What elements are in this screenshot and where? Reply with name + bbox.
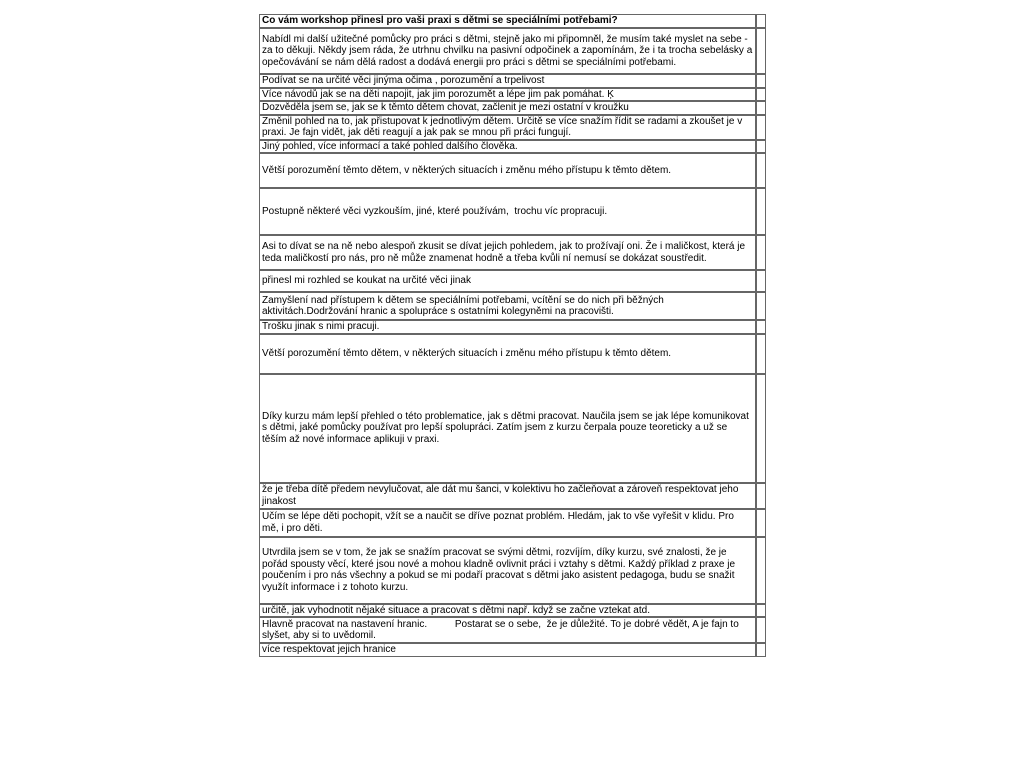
survey-responses-table [259, 14, 766, 657]
table-row-response: přinesl mi rozhled se koukat na určité věci jinak [259, 270, 756, 292]
side-cell [756, 153, 766, 188]
table-row-response: Učím se lépe děti pochopit, vžít se a naučit se dříve poznat problém. Hledám, jak to vše vyřešit v klidu. Pro mě, i pro děti. [259, 509, 756, 537]
side-cell [756, 115, 766, 140]
table-row-response: Trošku jinak s nimi pracuji. [259, 320, 756, 334]
table-row-response: Utvrdila jsem se v tom, že jak se snažím pracovat se svými dětmi, rozvíjím, díky kurzu, své znalosti, že je pořád spousty věcí, které jsou nové a mohou kladně ovlivnit práci i vztahy s dětmi. Každý příklad z praxe je poučením i pro nás všechny a pokud se mi podaří pracovat s dětmi jako asistent pedagoga, budu se snažit využít informace i z tohoto kurzu. [259, 537, 756, 604]
side-cell [756, 537, 766, 604]
table-row-response: Větší porozumění těmto dětem, v některých situacích i změnu mého přístupu k těmto dětem. [259, 334, 756, 374]
side-cell [756, 88, 766, 102]
table-row-response: Nabídl mi další užitečné pomůcky pro práci s dětmi, stejně jako mi připomněl, že musím také myslet na sebe - za to děkuji. Někdy jsem ráda, že utrhnu chvilku na pasivní odpočinek a zapomínám, že i ta trocha sebelásky a opečovávání se nám dělá radost a dodává energii pro práci s dětmi se speciálními potřebami. [259, 28, 756, 74]
side-cell [756, 292, 766, 320]
side-cell [756, 74, 766, 88]
side-cell [756, 374, 766, 483]
table-row-response: Dozvěděla jsem se, jak se k těmto dětem chovat, začlenit je mezi ostatní v kroužku [259, 101, 756, 115]
side-cell [756, 483, 766, 509]
side-cell [756, 320, 766, 334]
table-row-response: Hlavně pracovat na nastavení hranic. Postarat se o sebe, že je důležité. To je dobré vědět, A je fajn to slyšet, aby si to uvědomil. [259, 617, 756, 643]
side-cell [756, 643, 766, 657]
table-row-response: Podívat se na určité věci jinýma očima , porozumění a trpelivost [259, 74, 756, 88]
side-cell [756, 235, 766, 270]
side-cell [756, 188, 766, 235]
side-cell [756, 28, 766, 74]
side-cell [756, 101, 766, 115]
side-cell [756, 270, 766, 292]
side-cell [756, 140, 766, 154]
table-row-response: Více návodů jak se na děti napojit, jak jim porozumět a lépe jim pak pomáhat. Ķ [259, 88, 756, 102]
table-row-response: Díky kurzu mám lepší přehled o této problematice, jak s dětmi pracovat. Naučila jsem se jak lépe komunikovat s dětmi, jaké pomůcky používat pro lepší spolupráci. Zatím jsem z kurzu čerpala pouze teoreticky a už se těším až nové informace aplikuji v praxi. [259, 374, 756, 483]
table-row-response: že je třeba dítě předem nevylučovat, ale dát mu šanci, v kolektivu ho začleňovat a zároveň respektovat jeho jinakost [259, 483, 756, 509]
table-header-question: Co vám workshop přinesl pro vaši praxi s dětmi se speciálními potřebami? [259, 14, 756, 28]
table-row-response: Zamyšlení nad přístupem k dětem se speciálními potřebami, vcítění se do nich při běžných aktivitách.Dodržování hranic a spolupráce s ostatními kolegyněmi na pracovišti. [259, 292, 756, 320]
side-cell [756, 604, 766, 618]
side-cell [756, 14, 766, 28]
table-row-response: Větší porozumění těmto dětem, v některých situacích i změnu mého přístupu k těmto dětem. [259, 153, 756, 188]
table-row-response: Asi to dívat se na ně nebo alespoň zkusit se dívat jejich pohledem, jak to prožívají oni. Že i maličkost, která je teda maličkostí pro nás, pro ně může znamenat hodně a třeba kvůli ní nemusí se dokázat soustředit. [259, 235, 756, 270]
table-row-response: určitě, jak vyhodnotit nějaké situace a pracovat s dětmi např. když se začne vztekat atd. [259, 604, 756, 618]
side-cell [756, 617, 766, 643]
table-row-response: více respektovat jejich hranice [259, 643, 756, 657]
side-cell [756, 509, 766, 537]
side-cell [756, 334, 766, 374]
table-row-response: Jiný pohled, více informací a také pohled dalšího člověka. [259, 140, 756, 154]
table-row-response: Postupně některé věci vyzkouším, jiné, které používám, trochu víc propracuji. [259, 188, 756, 235]
table-row-response: Změnil pohled na to, jak přistupovat k jednotlivým dětem. Určitě se více snažím řídit se radami a zkoušet je v praxi. Je fajn vidět, jak děti reagují a jak pak se mnou při práci fungují. [259, 115, 756, 140]
